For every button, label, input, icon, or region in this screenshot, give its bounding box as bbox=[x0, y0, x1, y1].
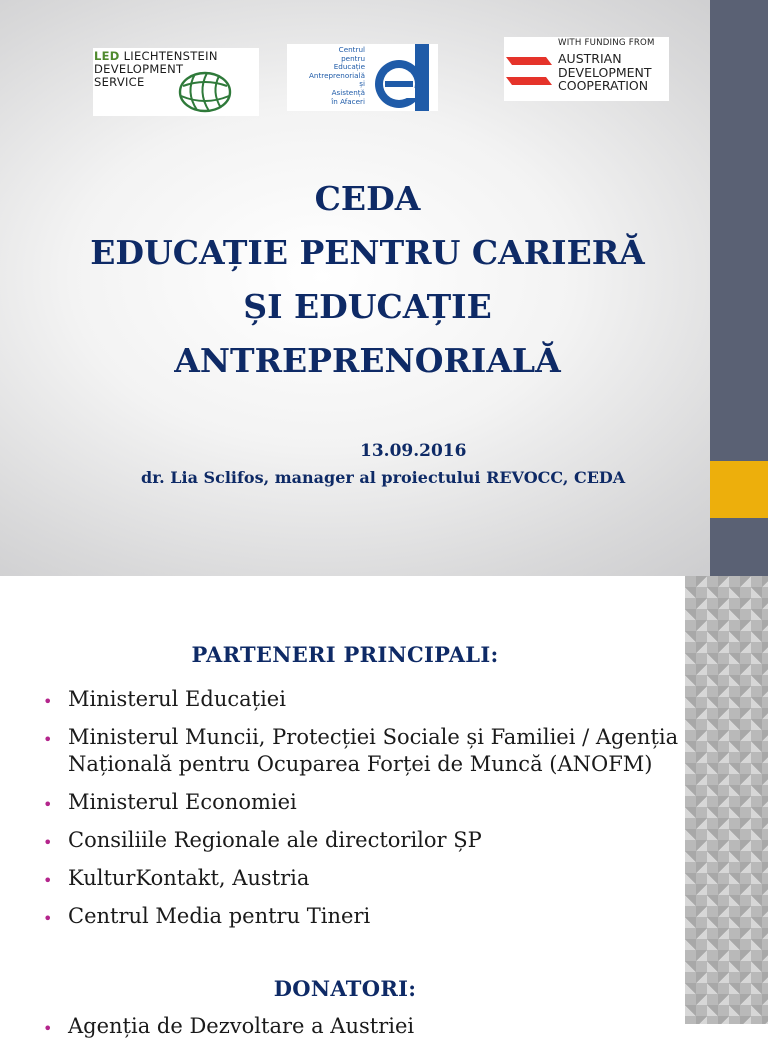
list-item: • Agenția de Dezvoltare a Austriei bbox=[40, 1013, 680, 1040]
ada-logo-line2: DEVELOPMENT bbox=[558, 64, 652, 80]
ada-logo-tagline: WITH FUNDING FROM bbox=[558, 38, 655, 48]
bullet-icon: • bbox=[43, 833, 53, 852]
bullet-icon: • bbox=[43, 909, 53, 928]
list-item: • Consiliile Regionale ale directorilor ȘP bbox=[40, 827, 680, 854]
decorative-pattern bbox=[685, 576, 768, 1024]
austria-flag-icon bbox=[506, 55, 554, 89]
globe-icon bbox=[177, 70, 233, 114]
ada-logo-line3: COOPERATION bbox=[558, 78, 649, 93]
ada-logo-line1: AUSTRIAN bbox=[558, 51, 622, 66]
list-item: • Ministerul Economiei bbox=[40, 789, 680, 816]
partners-list bbox=[40, 686, 680, 941]
led-logo bbox=[93, 48, 259, 116]
side-accent-block bbox=[710, 461, 768, 518]
led-logo-line1: LIECHTENSTEIN bbox=[119, 49, 218, 63]
slide-title: CEDA EDUCAȚIE PENTRU CARIERĂ ȘI EDUCAȚIE ANTREPRENORIALĂ bbox=[90, 179, 645, 380]
bullet-icon: • bbox=[43, 871, 53, 890]
donors-heading: DONATORI: bbox=[273, 976, 417, 1001]
bullet-icon: • bbox=[43, 730, 53, 749]
donors-list bbox=[40, 1013, 680, 1051]
ceda-logo bbox=[287, 44, 438, 111]
led-logo-line3: SERVICE bbox=[94, 75, 145, 89]
ceda-logo-text: Centrul pentru Educație Antreprenorială și Asistență în Afaceri bbox=[308, 45, 365, 106]
list-item: • Centrul Media pentru Tineri bbox=[40, 903, 680, 930]
list-item: • Ministerul Muncii, Protecției Sociale și Familiei / Agenția Națională pentru Ocuparea Forței de Muncă (ANOFM) bbox=[43, 725, 679, 776]
partners-heading: PARTENERI PRINCIPALI: bbox=[191, 642, 499, 667]
bullet-icon: • bbox=[43, 795, 53, 814]
bullet-icon: • bbox=[43, 1019, 53, 1038]
led-logo-line2: DEVELOPMENT bbox=[94, 62, 184, 76]
presenter: dr. Lia Sclifos, manager al proiectului REVOCC, CEDA bbox=[141, 468, 626, 487]
list-item: • KulturKontakt, Austria bbox=[40, 865, 680, 892]
led-logo-accent: LED bbox=[94, 49, 120, 63]
partners-slide bbox=[0, 576, 768, 1038]
bullet-icon: • bbox=[43, 692, 53, 711]
ceda-emblem-icon bbox=[367, 44, 437, 111]
list-item: • Ministerul Educației bbox=[40, 686, 680, 713]
ada-logo bbox=[504, 37, 669, 101]
presentation-date: 13.09.2016 bbox=[360, 441, 467, 461]
